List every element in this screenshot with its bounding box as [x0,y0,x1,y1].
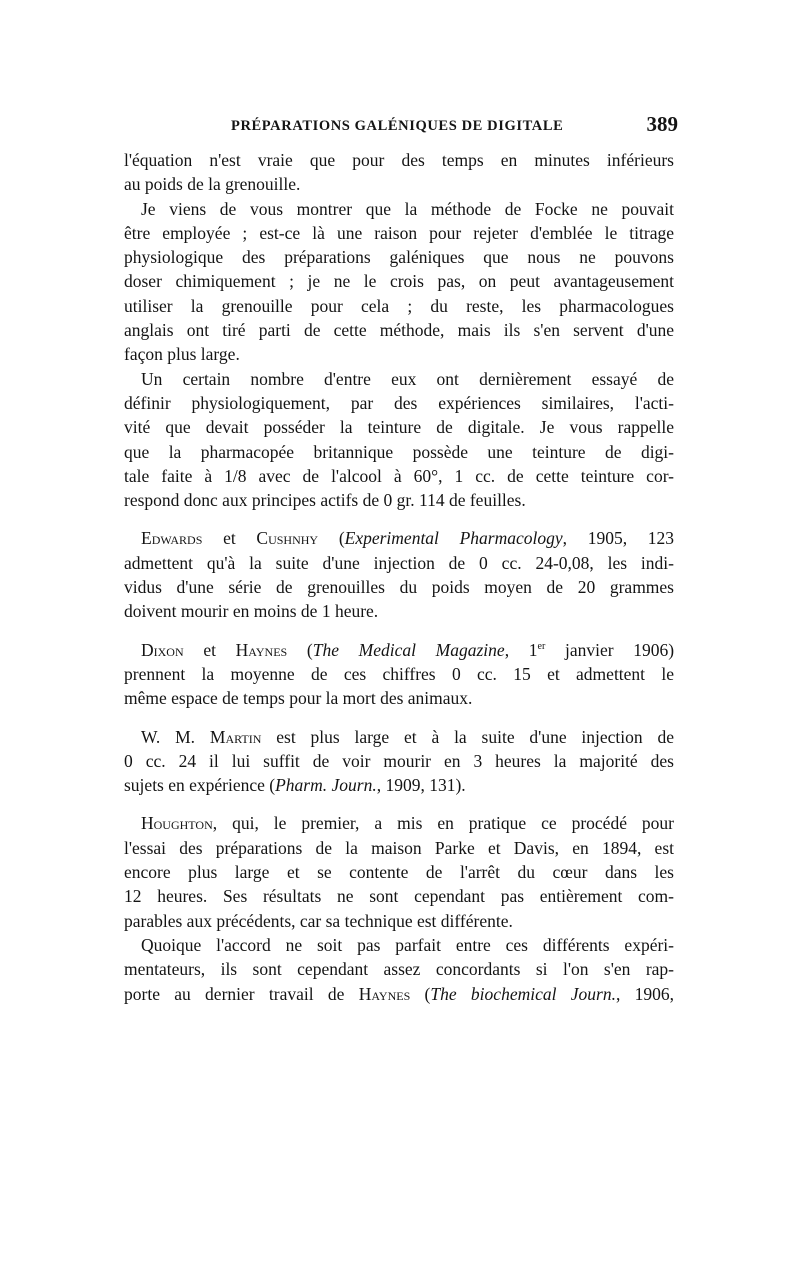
text-line: parables aux précédents, car sa technique est différente. [124,910,513,931]
author-name: Haynes [358,983,411,1004]
text-line: même espace de temps pour la mort des animaux. [124,688,473,709]
text-line: prennent la moyenne de ces chiffres 0 cc. 15 et admettent le [124,663,674,684]
text-line: l'essai des préparations de la maison Parke et Davis, en 1894, est [124,837,674,858]
text-line: anglais ont tiré parti de cette méthode, mais ils s'en servent d'une [124,320,674,341]
text-line: Houghton, qui, le premier, a mis en pratique ce procédé pour [141,813,674,834]
text-line: définir physiologiquement, par des expériences similaires, l'acti- [124,392,674,413]
text-line: mentateurs, ils sont cependant assez concordants si l'on s'en rap- [124,959,674,980]
text-line: au poids de la grenouille. [124,174,301,195]
author-name: Martin [209,726,262,747]
text-line: vidus d'une série de grenouilles du poids moyen de 20 grammes [124,577,674,598]
text-line: que la pharmacopée britannique possède une teinture de digi- [124,441,674,462]
journal-title: Experimental Pharmacology [344,528,563,549]
text-line: admettent qu'à la suite d'une injection de 0 cc. 24-0,08, les indi- [124,552,674,573]
text-line: doser chimiquement ; je ne le crois pas, on peut avantageusement [124,271,674,292]
text-line: vité que devait posséder la teinture de digitale. Je vous rappelle [124,417,674,438]
text-line: doivent mourir en moins de 1 heure. [124,601,379,622]
author-name: Haynes [235,639,288,660]
text-line: physiologique des préparations galéniques que nous ne pouvons [124,247,674,268]
text-line: être employée ; est-ce là une raison pour rejeter d'emblée le titrage [124,222,674,243]
text-line: Dixon et Haynes (The Medical Magazine, 1er janvier 1906) [141,639,674,660]
text-line: respond donc aux principes actifs de 0 gr. 114 de feuilles. [124,490,526,511]
running-head [128,112,678,142]
text-line: Quoique l'accord ne soit pas parfait entre ces différents expéri- [141,934,674,955]
journal-title: The Medical Magazine [312,639,505,660]
author-name: Cushnhy [256,528,319,549]
text-line: 12 heures. Ses résultats ne sont cependant pas entièrement com- [124,886,674,907]
page-number: 389 [646,112,678,136]
text-line: Edwards et Cushnhy (Experimental Pharmacology, 1905, 123 [141,528,674,549]
text-line: tale faite à 1/8 avec de l'alcool à 60°, 1 cc. de cette teinture cor- [124,465,674,486]
journal-title: The biochemical Journ. [430,983,616,1004]
author-name: Dixon [141,639,184,660]
text-line: Je viens de vous montrer que la méthode de Focke ne pouvait [141,198,674,219]
running-title: PRÉPARATIONS GALÉNIQUES DE DIGITALE [231,118,564,134]
text-line: W. M. Martin est plus large et à la suite d'une injection de [141,726,674,747]
text-line: utiliser la grenouille pour cela ; du reste, les pharmacologues [124,295,674,316]
text-line: porte au dernier travail de Haynes (The biochemical Journ., 1906, [124,983,674,1004]
journal-title: Pharm. Journ. [275,775,377,796]
text-line: encore plus large et se contente de l'arrêt du cœur dans les [124,862,674,883]
text-line: Un certain nombre d'entre eux ont dernièrement essayé de [141,368,674,389]
text-line: 0 cc. 24 il lui suffit de voir mourir en 3 heures la majorité des [124,750,674,771]
author-name: Edwards [141,528,203,549]
text-line: l'équation n'est vraie que pour des temps en minutes inférieurs [124,150,674,170]
author-name: Houghton [141,813,213,834]
body-text [124,148,674,1006]
text-line: façon plus large. [124,344,240,365]
text-line: sujets en expérience (Pharm. Journ., 1909, 131). [124,775,466,796]
